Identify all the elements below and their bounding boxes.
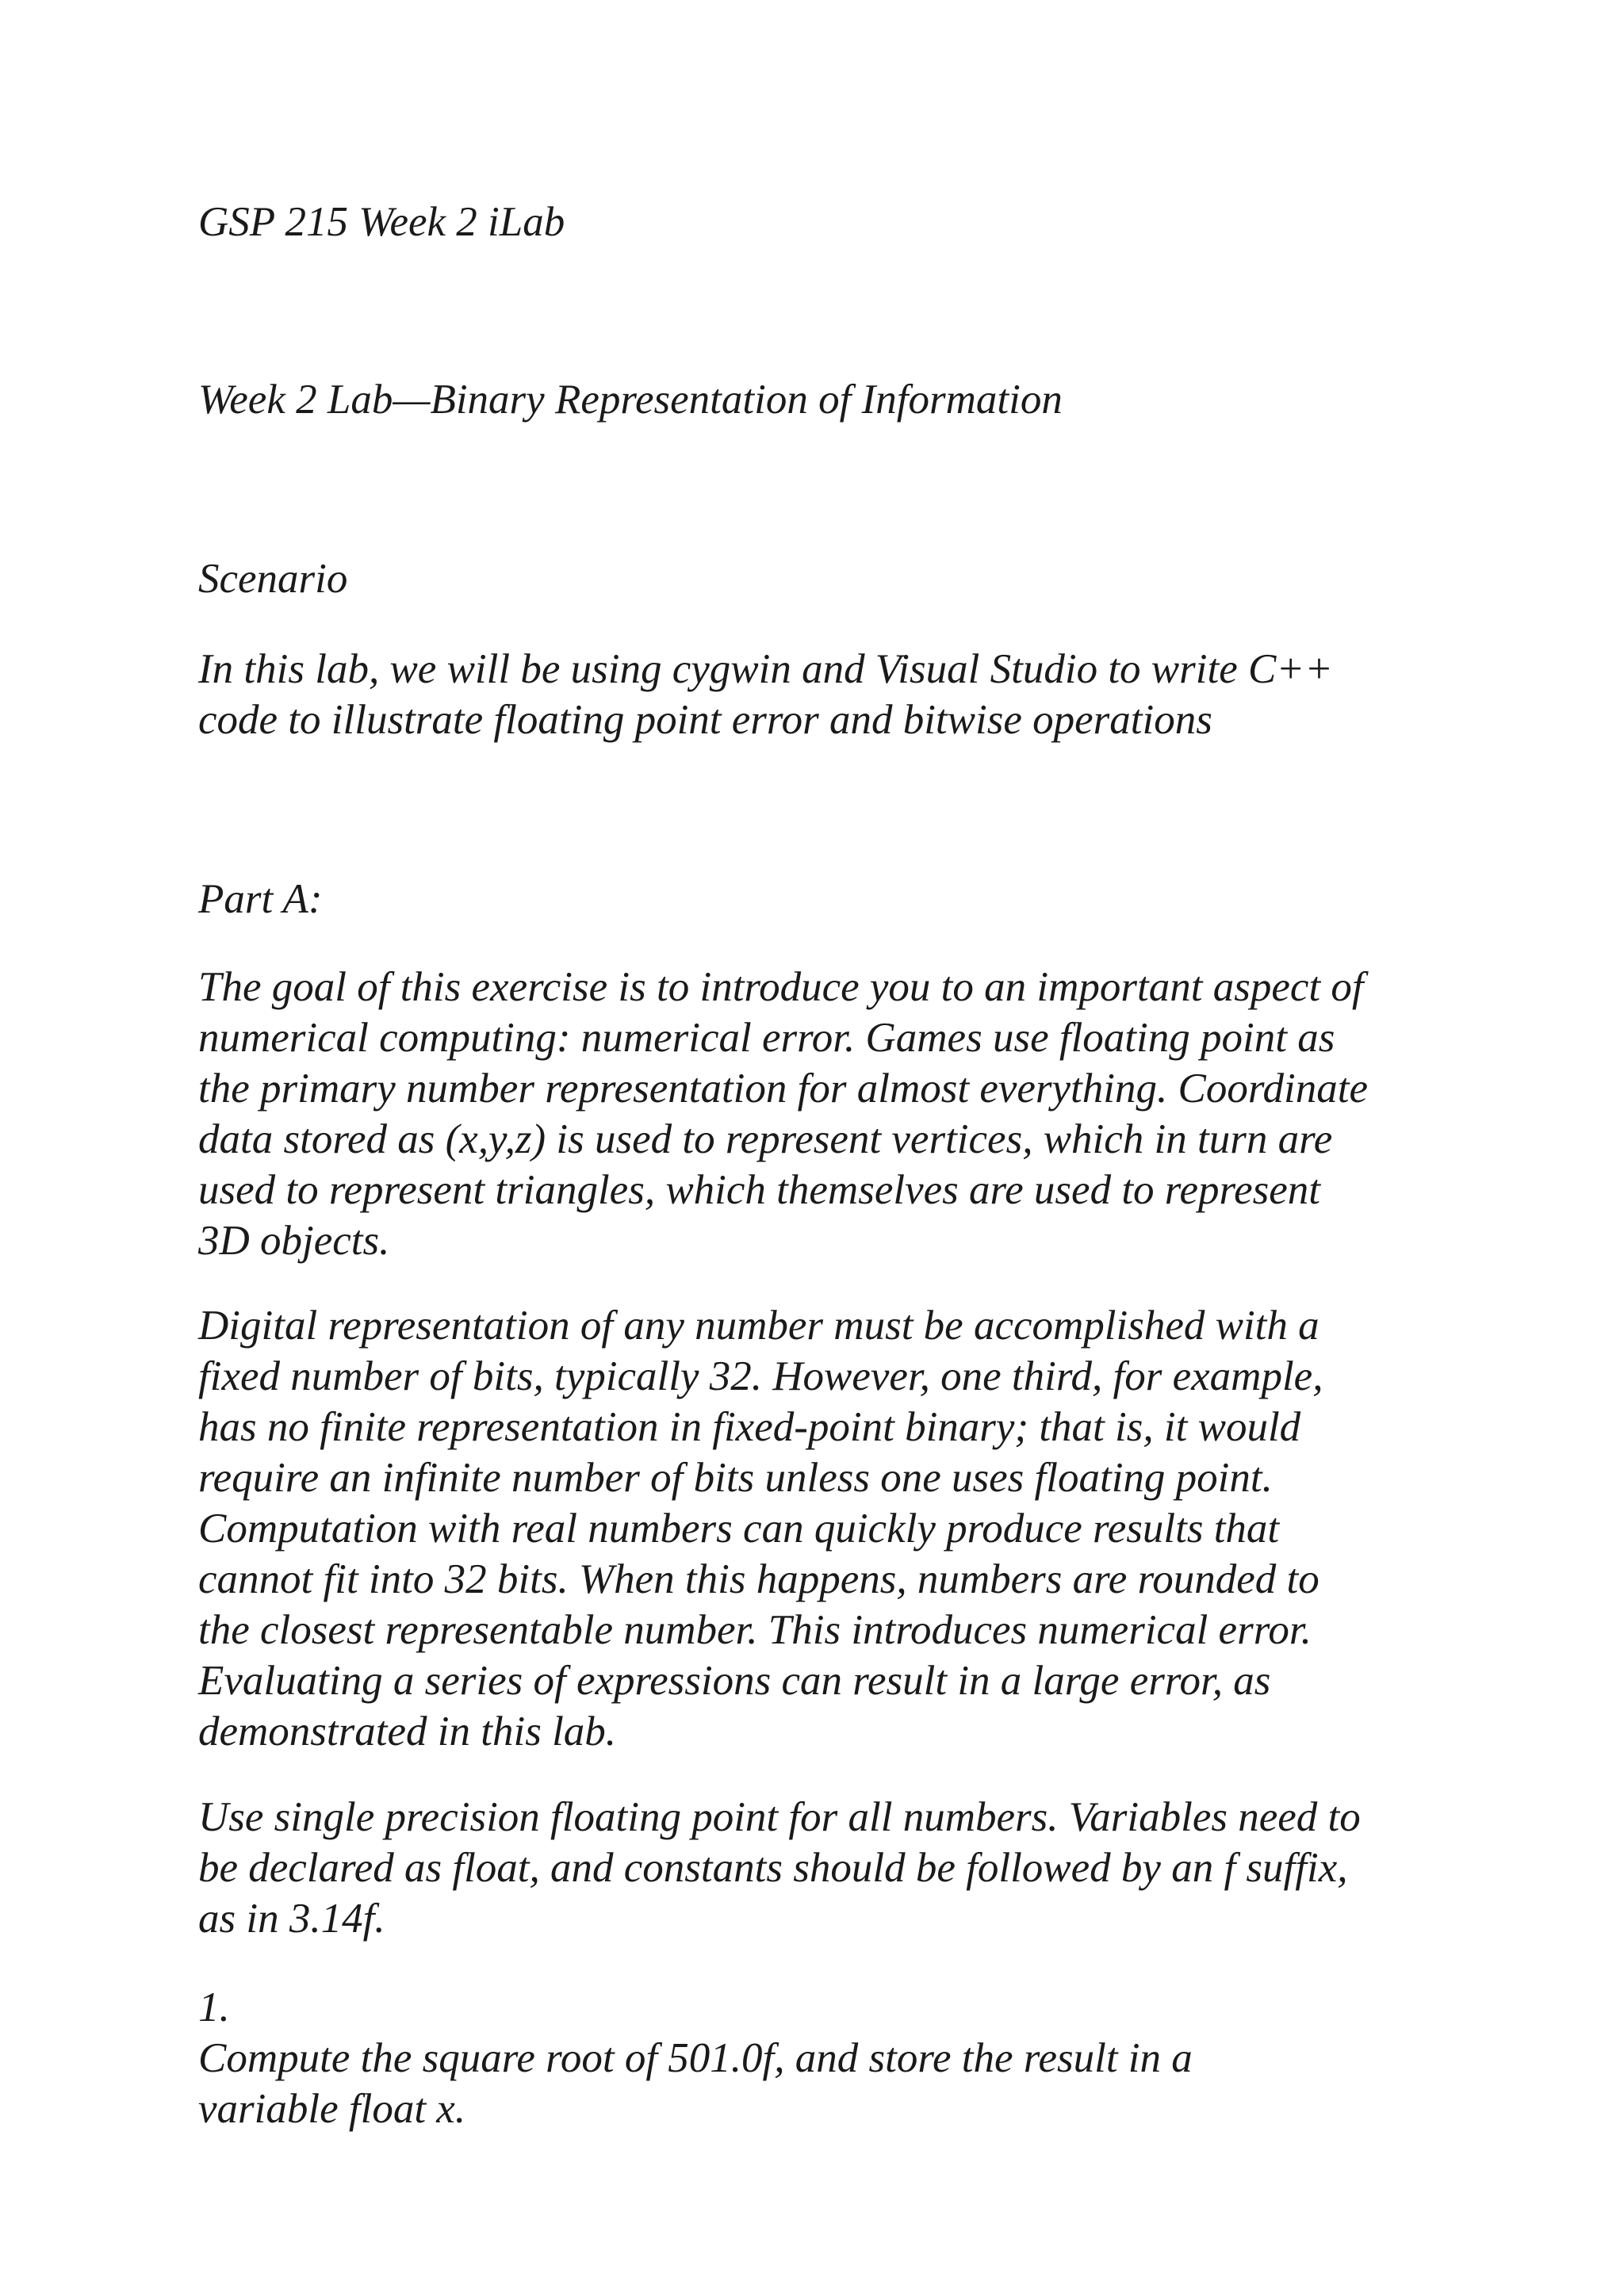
paragraph-line: demonstrated in this lab. <box>198 1709 617 1755</box>
step-line: variable float x. <box>198 2086 466 2132</box>
course-title: GSP 215 Week 2 iLab <box>198 199 565 245</box>
step-line: Compute the square root of 501.0f, and store the result in a <box>198 2035 1193 2081</box>
paragraph-line: used to represent triangles, which themselves are used to represent <box>198 1167 1321 1213</box>
step-number: 1. <box>198 1984 230 2030</box>
lab-title: Week 2 Lab—Binary Representation of Information <box>198 377 1063 423</box>
paragraph-line: Digital representation of any number must be accomplished with a <box>198 1303 1320 1349</box>
representation-paragraph <box>198 1300 1435 1757</box>
precision-paragraph <box>198 1792 1435 1944</box>
step-1-first-line <box>198 1982 1435 2084</box>
part-a-heading: Part A: <box>198 876 323 922</box>
paragraph-line: require an infinite number of bits unless one uses floating point. <box>198 1455 1273 1501</box>
intro-paragraph <box>198 962 1435 1266</box>
paragraph-line: the closest representable number. This introduces numerical error. <box>198 1607 1312 1653</box>
scenario-heading: Scenario <box>198 556 348 602</box>
paragraph-line: The goal of this exercise is to introduce you to an important aspect of <box>198 964 1364 1010</box>
paragraph-line: has no finite representation in fixed-point binary; that is, it would <box>198 1404 1301 1450</box>
scenario-paragraph <box>198 644 1435 745</box>
paragraph-line: be declared as float, and constants should be followed by an f suffix, <box>198 1845 1348 1891</box>
step-1 <box>198 1982 1435 2134</box>
paragraph-line: Computation with real numbers can quickly produce results that <box>198 1506 1280 1552</box>
paragraph-line: the primary number representation for almost everything. Coordinate <box>198 1066 1368 1112</box>
paragraph-line: numerical computing: numerical error. Games use floating point as <box>198 1015 1335 1061</box>
paragraph-line: Evaluating a series of expressions can result in a large error, as <box>198 1658 1271 1704</box>
paragraph-line: data stored as (x,y,z) is used to represent vertices, which in turn are <box>198 1116 1333 1162</box>
scenario-line: In this lab, we will be using cygwin and Visual Studio to write C++ <box>198 646 1333 692</box>
paragraph-line: as in 3.14f. <box>198 1896 385 1942</box>
paragraph-line: fixed number of bits, typically 32. However, one third, for example, <box>198 1353 1323 1399</box>
scenario-line: code to illustrate floating point error and bitwise operations <box>198 697 1212 743</box>
paragraph-line: 3D objects. <box>198 1218 390 1264</box>
paragraph-line: Use single precision floating point for all numbers. Variables need to <box>198 1794 1361 1840</box>
paragraph-line: cannot fit into 32 bits. When this happens, numbers are rounded to <box>198 1556 1320 1602</box>
